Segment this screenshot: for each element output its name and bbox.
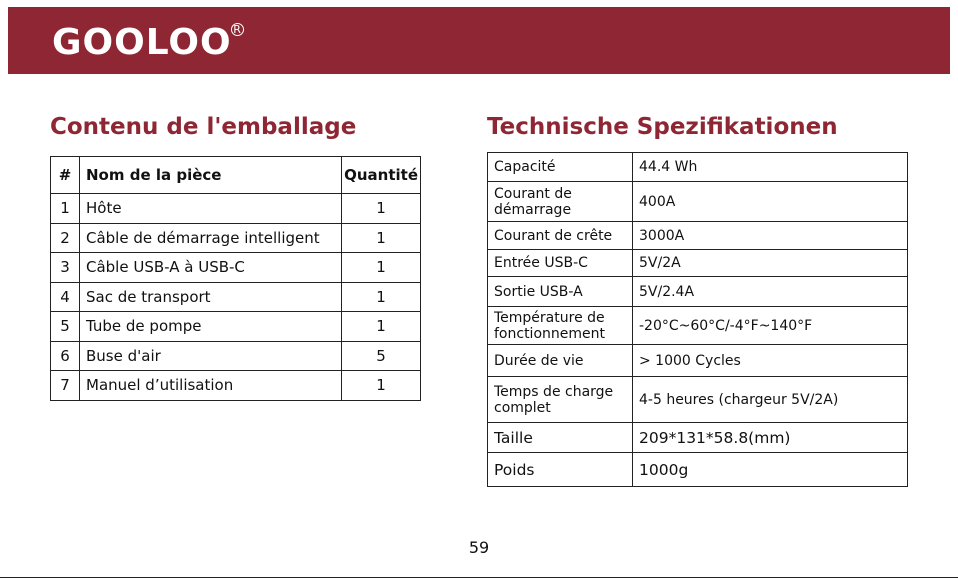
row-name: Sac de transport (80, 282, 342, 312)
row-number: 2 (51, 223, 80, 253)
row-name: Tube de pompe (80, 312, 342, 342)
table-row (51, 223, 421, 253)
column-header-number: # (51, 157, 80, 194)
spec-key: Poids (488, 453, 633, 487)
row-number: 1 (51, 194, 80, 224)
spec-value: 209*131*58.8(mm) (633, 423, 908, 453)
row-number: 3 (51, 253, 80, 283)
spec-value: -20°C~60°C/-4°F~140°F (633, 307, 908, 345)
specifications-title: Technische Spezifikationen (487, 114, 838, 140)
spec-row (488, 307, 908, 345)
spec-row (488, 377, 908, 423)
row-quantity: 1 (342, 253, 421, 283)
row-quantity: 1 (342, 194, 421, 224)
row-name: Câble USB-A à USB-C (80, 253, 342, 283)
spec-key: Courant de démarrage (488, 182, 633, 222)
spec-key: Capacité (488, 153, 633, 182)
row-quantity: 1 (342, 371, 421, 401)
table-row (51, 282, 421, 312)
row-name: Câble de démarrage intelligent (80, 223, 342, 253)
row-number: 6 (51, 341, 80, 371)
registered-mark: R (231, 23, 244, 36)
row-quantity: 1 (342, 282, 421, 312)
spec-row (488, 182, 908, 222)
spec-key: Température de fonctionnement (488, 307, 633, 345)
spec-value: 4-5 heures (chargeur 5V/2A) (633, 377, 908, 423)
table-row (51, 312, 421, 342)
row-quantity: 1 (342, 312, 421, 342)
row-quantity: 5 (342, 341, 421, 371)
spec-value: 44.4 Wh (633, 153, 908, 182)
row-number: 7 (51, 371, 80, 401)
brand-name: GOOLOO (52, 22, 232, 63)
spec-row (488, 153, 908, 182)
spec-row (488, 453, 908, 487)
spec-row (488, 277, 908, 307)
row-number: 4 (51, 282, 80, 312)
specifications-table (487, 152, 908, 487)
spec-value: 5V/2.4A (633, 277, 908, 307)
row-quantity: 1 (342, 223, 421, 253)
column-header-quantity: Quantité (342, 157, 421, 194)
header-banner (8, 7, 950, 74)
spec-value: 5V/2A (633, 250, 908, 277)
row-name: Hôte (80, 194, 342, 224)
column-header-name: Nom de la pièce (80, 157, 342, 194)
spec-key: Taille (488, 423, 633, 453)
brand-logo (52, 22, 241, 63)
table-row (51, 371, 421, 401)
row-number: 5 (51, 312, 80, 342)
spec-row (488, 423, 908, 453)
row-name: Manuel d’utilisation (80, 371, 342, 401)
table-row (51, 253, 421, 283)
spec-row (488, 250, 908, 277)
package-contents-title: Contenu de l'emballage (50, 114, 357, 140)
spec-value: 400A (633, 182, 908, 222)
spec-key: Durée de vie (488, 345, 633, 377)
spec-row (488, 345, 908, 377)
spec-value: 1000g (633, 453, 908, 487)
spec-value: 3000A (633, 222, 908, 250)
package-contents-table (50, 156, 421, 401)
bottom-divider (0, 577, 958, 578)
table-header-row (51, 157, 421, 194)
spec-key: Temps de charge complet (488, 377, 633, 423)
row-name: Buse d'air (80, 341, 342, 371)
table-row (51, 341, 421, 371)
spec-key: Entrée USB-C (488, 250, 633, 277)
spec-key: Sortie USB-A (488, 277, 633, 307)
spec-row (488, 222, 908, 250)
spec-value: > 1000 Cycles (633, 345, 908, 377)
page-number: 59 (468, 538, 490, 557)
table-row (51, 194, 421, 224)
spec-key: Courant de crête (488, 222, 633, 250)
